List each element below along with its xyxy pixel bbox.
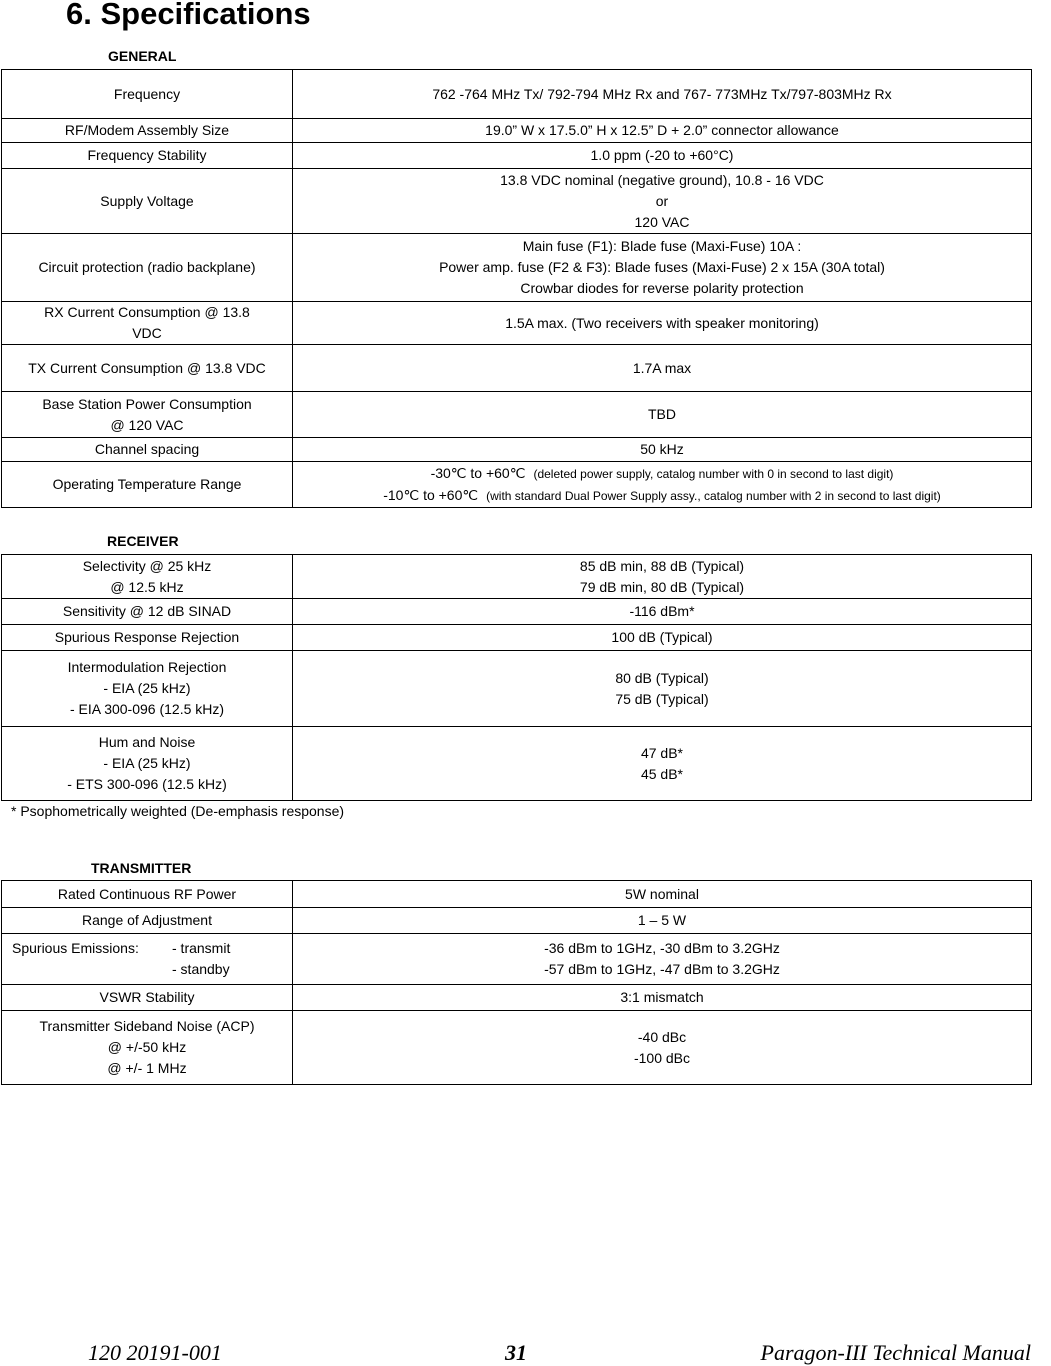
spec-value-line: Main fuse (F1): Blade fuse (Maxi-Fuse) 10A : <box>522 238 802 254</box>
spec-value-line: or <box>655 192 669 209</box>
spec-value <box>293 934 1032 985</box>
receiver-spec-row <box>2 555 1032 599</box>
spec-parameter <box>2 119 293 143</box>
spec-parameter-line: Transmitter Sideband Noise (ACP) <box>39 1018 255 1034</box>
transmitter-spec-row <box>2 985 1032 1011</box>
spec-value-line: 45 dB* <box>640 765 684 782</box>
spec-value-line: 47 dB* <box>640 744 684 761</box>
spec-value <box>293 555 1032 599</box>
spec-parameter-line: Hum and Noise <box>98 734 196 750</box>
receiver-spec-row <box>2 727 1032 801</box>
spec-parameter-line: VSWR Stability <box>99 989 195 1005</box>
spec-parameter <box>2 934 293 985</box>
doc-number: 120 20191-001 <box>88 1340 222 1365</box>
spec-value-line: Power amp. fuse (F2 & F3): Blade fuses (Maxi-Fuse) 2 x 15A (30A total) <box>439 259 885 275</box>
spec-value-line: 19.0” W x 17.5.0” H x 12.5” D + 2.0” connector allowance <box>485 122 839 138</box>
transmitter-spec-table <box>1 880 1032 1085</box>
spec-value <box>293 345 1032 392</box>
spec-value <box>293 462 1032 508</box>
general-spec-row <box>2 119 1032 143</box>
spec-parameter-line: VDC <box>132 325 162 341</box>
spec-value <box>293 438 1032 462</box>
spec-parameter-line: - EIA (25 kHz) <box>103 680 191 696</box>
spurious-transmit-label: - transmit <box>172 940 231 956</box>
spec-parameter-line: Rated Continuous RF Power <box>57 885 237 902</box>
general-spec-row <box>2 345 1032 392</box>
receiver-spec-table <box>1 554 1032 801</box>
spec-parameter <box>2 438 293 462</box>
spec-value <box>293 169 1032 234</box>
spec-parameter-line: Spurious Response Rejection <box>54 629 240 645</box>
spec-parameter-line: Intermodulation Rejection <box>67 659 227 675</box>
spec-value-line: -57 dBm to 1GHz, -47 dBm to 3.2GHz <box>544 961 780 977</box>
spec-value <box>293 392 1032 438</box>
general-spec-row <box>2 438 1032 462</box>
spec-parameter-line: RF/Modem Assembly Size <box>64 122 230 138</box>
spec-parameter <box>2 462 293 508</box>
spec-value <box>293 119 1032 143</box>
general-spec-row <box>2 143 1032 169</box>
spec-parameter <box>2 599 293 625</box>
spec-parameter <box>2 727 293 801</box>
spec-parameter <box>2 70 293 119</box>
receiver-spec-row <box>2 625 1032 651</box>
spurious-emissions-label: Spurious Emissions: <box>12 940 139 956</box>
spec-parameter-line: Operating Temperature Range <box>52 476 242 492</box>
spec-value <box>293 599 1032 625</box>
spec-value-line: 1 – 5 W <box>637 912 687 928</box>
spec-value <box>293 651 1032 727</box>
spec-value-line: 1.7A max <box>632 359 692 376</box>
spec-value-line: 5W nominal <box>625 885 699 902</box>
spec-value-line: Crowbar diodes for reverse polarity protection <box>520 280 804 296</box>
receiver-footnote: * Psophometrically weighted (De-emphasis response) <box>11 803 345 819</box>
spec-parameter <box>2 392 293 438</box>
spec-parameter <box>2 234 293 302</box>
spec-value <box>293 625 1032 651</box>
page-title: 6. Specifications <box>66 0 311 31</box>
spec-value <box>293 908 1032 934</box>
spec-value <box>293 1011 1032 1085</box>
spec-parameter-line: Selectivity @ 25 kHz <box>82 557 212 574</box>
spec-value-line: 80 dB (Typical) <box>615 669 709 686</box>
spec-value <box>293 70 1032 119</box>
temperature-range-value: -30℃ to +60℃ <box>430 464 526 481</box>
spec-parameter-line: TX Current Consumption @ 13.8 VDC <box>28 359 266 376</box>
temperature-range-line <box>297 463 1027 485</box>
spec-value-line: TBD <box>648 406 676 422</box>
transmitter-section-label: TRANSMITTER <box>91 860 192 876</box>
page-number: 31 <box>505 1340 527 1365</box>
spec-parameter-line: Sensitivity @ 12 dB SINAD <box>62 603 232 619</box>
spec-value-line: -36 dBm to 1GHz, -30 dBm to 3.2GHz <box>544 940 780 956</box>
spec-value-line: 100 dB (Typical) <box>611 629 713 645</box>
spec-parameter <box>2 881 293 908</box>
spec-parameter <box>2 555 293 599</box>
spec-parameter-line: @ 120 VAC <box>110 416 184 433</box>
spec-parameter-line: Frequency Stability <box>87 147 207 163</box>
receiver-spec-row <box>2 651 1032 727</box>
spec-parameter-line: - ETS 300-096 (12.5 kHz) <box>67 776 227 792</box>
spec-value <box>293 234 1032 302</box>
spec-parameter-line: - EIA 300-096 (12.5 kHz) <box>69 701 225 717</box>
spec-value-line: 75 dB (Typical) <box>615 690 709 707</box>
transmitter-spec-row <box>2 908 1032 934</box>
transmitter-spec-row <box>2 881 1032 908</box>
spec-parameter-line: Frequency <box>113 85 181 102</box>
spec-parameter <box>2 143 293 169</box>
spec-parameter <box>2 1011 293 1085</box>
spec-value-line: -116 dBm* <box>629 603 695 619</box>
spec-parameter-line: - EIA (25 kHz) <box>103 755 191 771</box>
spec-parameter-line: Supply Voltage <box>100 192 194 209</box>
spec-parameter <box>2 625 293 651</box>
spec-parameter-line: Base Station Power Consumption <box>42 395 252 412</box>
spec-parameter-line: Channel spacing <box>94 441 200 457</box>
temperature-range-value: -10℃ to +60℃ <box>383 486 479 503</box>
spec-value-line: 1.5A max. (Two receivers with speaker monitoring) <box>505 314 819 331</box>
temperature-range-note: (deleted power supply, catalog number with 0 in second to last digit) <box>533 466 894 481</box>
general-spec-row <box>2 392 1032 438</box>
spec-value-line: 3:1 mismatch <box>620 989 704 1005</box>
spec-parameter <box>2 908 293 934</box>
spec-value-line: 79 dB min, 80 dB (Typical) <box>579 578 745 595</box>
general-spec-row <box>2 70 1032 119</box>
spec-parameter <box>2 169 293 234</box>
general-section-label: GENERAL <box>108 48 177 64</box>
spec-value-line: 120 VAC <box>634 213 690 230</box>
spec-parameter <box>2 651 293 727</box>
manual-title: Paragon-III Technical Manual <box>760 1340 1031 1365</box>
spec-parameter-line: @ 12.5 kHz <box>110 578 184 595</box>
spec-value <box>293 985 1032 1011</box>
general-spec-row <box>2 169 1032 234</box>
spec-parameter-line: @ +/-50 kHz <box>107 1039 187 1055</box>
spec-value-line: 85 dB min, 88 dB (Typical) <box>579 557 745 574</box>
receiver-section-label: RECEIVER <box>107 533 179 549</box>
general-spec-row <box>2 302 1032 345</box>
general-spec-table <box>1 69 1032 508</box>
temperature-range-line <box>297 485 1027 507</box>
spec-value-line: -40 dBc <box>637 1028 687 1045</box>
spec-parameter <box>2 345 293 392</box>
general-spec-row <box>2 462 1032 508</box>
receiver-spec-row <box>2 599 1032 625</box>
spec-value-line: -100 dBc <box>633 1049 691 1066</box>
spec-value <box>293 143 1032 169</box>
spec-value <box>293 881 1032 908</box>
spec-parameter-line: @ +/- 1 MHz <box>107 1060 187 1076</box>
general-spec-row <box>2 234 1032 302</box>
spec-value-line: 50 kHz <box>640 441 684 457</box>
spec-parameter <box>2 302 293 345</box>
transmitter-spec-row <box>2 934 1032 985</box>
temperature-range-note: (with standard Dual Power Supply assy., catalog number with 2 in second to last digit) <box>486 488 941 503</box>
spec-value-line: 1.0 ppm (-20 to +60°C) <box>590 147 734 163</box>
spec-value <box>293 302 1032 345</box>
spec-parameter <box>2 985 293 1011</box>
spec-value-line: 762 -764 MHz Tx/ 792-794 MHz Rx and 767- 773MHz Tx/797-803MHz Rx <box>432 85 892 102</box>
spec-value <box>293 727 1032 801</box>
spec-value-line: 13.8 VDC nominal (negative ground), 10.8 - 16 VDC <box>500 171 824 188</box>
spec-parameter-line: Range of Adjustment <box>82 912 212 928</box>
spec-parameter-line: Circuit protection (radio backplane) <box>38 259 256 275</box>
spec-parameter-line: RX Current Consumption @ 13.8 <box>44 304 250 320</box>
spurious-standby-label: - standby <box>172 961 230 977</box>
transmitter-spec-row <box>2 1011 1032 1085</box>
